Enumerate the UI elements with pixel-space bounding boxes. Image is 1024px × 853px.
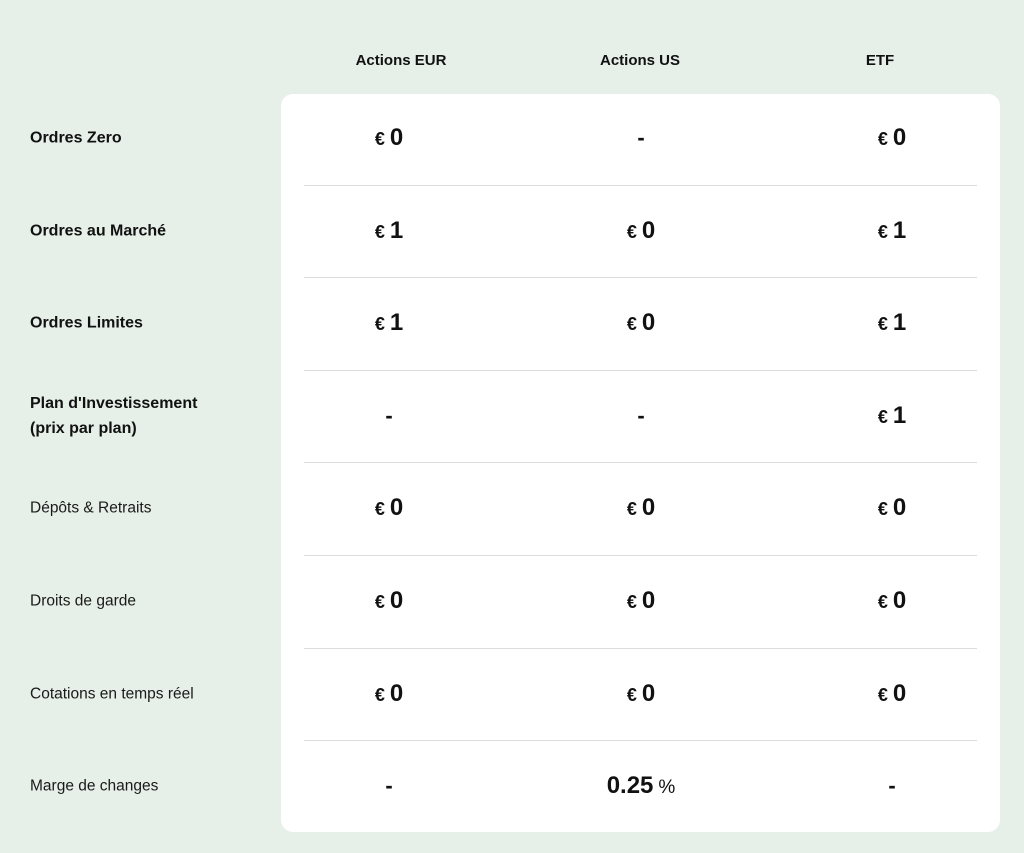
table-cell: [375, 680, 403, 708]
table-cell: [878, 494, 906, 522]
fee-value: 0: [641, 494, 656, 522]
table-cell: [385, 773, 392, 799]
fee-value: 1: [389, 309, 404, 337]
table-row: [0, 740, 1024, 832]
fee-value: 0: [389, 587, 404, 614]
table-cell: [878, 124, 906, 152]
currency-symbol: €: [374, 684, 385, 705]
currency-symbol: €: [877, 406, 888, 427]
fee-value: 0: [892, 494, 907, 522]
fee-value: 0: [641, 309, 656, 337]
table-cell: [375, 124, 403, 152]
fee-value: 1: [892, 216, 907, 244]
currency-symbol: €: [626, 221, 637, 242]
currency-symbol: €: [374, 314, 385, 335]
currency-symbol: €: [374, 221, 385, 242]
fee-value: 1: [892, 309, 907, 337]
table-cell: [878, 680, 906, 708]
table-cell: [375, 494, 403, 522]
row-label: Ordres au Marché: [30, 222, 167, 240]
fee-value: 0: [641, 216, 656, 244]
table-row: [0, 92, 1024, 184]
not-available-dash: -: [637, 402, 645, 428]
currency-symbol: €: [877, 129, 888, 149]
row-label: Marge de changes: [30, 777, 159, 795]
row-label: Plan d'Investissement (prix par plan): [30, 394, 198, 437]
currency-symbol: €: [877, 592, 888, 612]
row-label: Ordres Zero: [30, 129, 122, 147]
row-label: Droits de garde: [30, 592, 136, 610]
currency-symbol: €: [626, 592, 637, 612]
table-cell: [375, 309, 403, 337]
table-cell: [878, 217, 906, 245]
column-headers: [0, 52, 1024, 72]
table-cell: [627, 680, 655, 708]
column-header-etf: ETF: [865, 52, 895, 69]
currency-symbol: €: [626, 314, 637, 335]
table-cell: [627, 494, 655, 522]
row-label: Dépôts & Retraits: [30, 499, 152, 517]
table-cell: [637, 403, 644, 429]
column-header-actions-us: Actions US: [599, 52, 681, 69]
currency-symbol: €: [877, 499, 888, 520]
fee-value: 0: [892, 679, 907, 707]
table-cell: [627, 587, 655, 615]
fee-value: 0: [389, 494, 404, 522]
table-cell: [878, 309, 906, 337]
table-cell: [637, 125, 644, 151]
fee-value: 0: [389, 124, 404, 151]
row-label: Ordres Limites: [30, 314, 143, 332]
fee-value: 1: [389, 216, 404, 244]
table-cell: [627, 309, 655, 337]
fee-unit: %: [658, 777, 676, 799]
not-available-dash: -: [888, 773, 896, 799]
fee-value: 0: [892, 587, 907, 614]
currency-symbol: €: [374, 129, 385, 149]
not-available-dash: -: [637, 125, 645, 150]
table-row: [0, 462, 1024, 554]
row-label: Cotations en temps réel: [30, 685, 194, 703]
currency-symbol: €: [374, 499, 385, 520]
not-available-dash: -: [385, 773, 393, 799]
fee-value: 0: [892, 124, 907, 151]
table-row: [0, 185, 1024, 277]
table-row: [0, 277, 1024, 369]
currency-symbol: €: [877, 221, 888, 242]
fee-value: 0: [641, 679, 656, 707]
not-available-dash: -: [385, 402, 393, 428]
fee-value: 1: [892, 401, 907, 429]
table-row: [0, 370, 1024, 462]
table-cell: [375, 217, 403, 245]
table-row: [0, 648, 1024, 740]
table-cell: [878, 587, 906, 615]
table-cell: [878, 402, 906, 430]
table-cell: [385, 403, 392, 429]
table-cell: [375, 587, 403, 615]
table-row: [0, 555, 1024, 647]
column-header-actions-eur: Actions EUR: [355, 52, 447, 69]
table-cell: [627, 217, 655, 245]
currency-symbol: €: [626, 684, 637, 705]
currency-symbol: €: [877, 314, 888, 335]
currency-symbol: €: [877, 684, 888, 705]
table-cell: [607, 772, 676, 800]
fee-value: 0: [641, 587, 656, 614]
currency-symbol: €: [626, 499, 637, 520]
fee-value: 0.25: [606, 772, 654, 800]
fee-value: 0: [389, 679, 404, 707]
table-cell: [888, 773, 895, 799]
currency-symbol: €: [374, 592, 385, 612]
